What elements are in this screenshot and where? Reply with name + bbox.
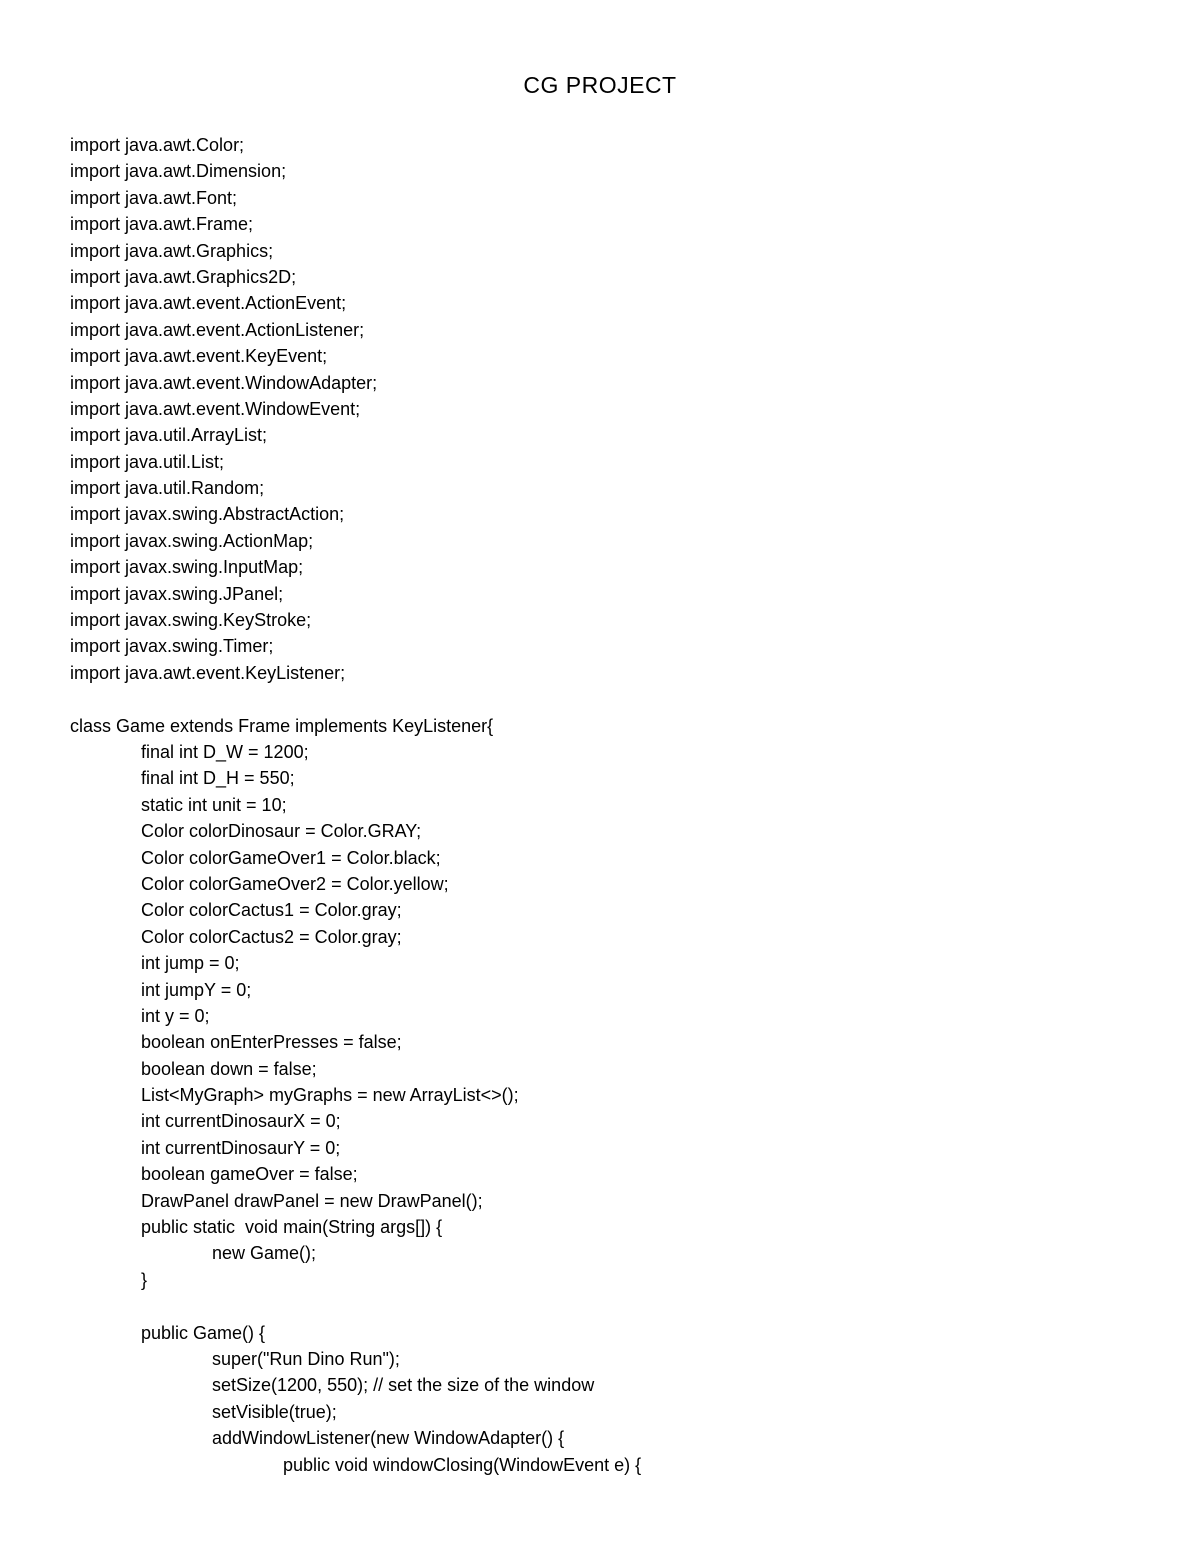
code-line: public void windowClosing(WindowEvent e) { (283, 1454, 642, 1475)
code-line: int currentDinosaurX = 0; (141, 1111, 341, 1132)
code-line: Color colorDinosaur = Color.GRAY; (141, 821, 422, 842)
code-line: addWindowListener(new WindowAdapter() { (212, 1428, 565, 1449)
code-line: import java.awt.Graphics2D; (70, 266, 297, 287)
code-line: int jumpY = 0; (141, 979, 252, 1000)
page-title: CG PROJECT (523, 72, 677, 98)
blank-line (70, 686, 1150, 712)
code-line: } (141, 1269, 148, 1290)
code-line: import java.awt.Font; (70, 187, 238, 208)
code-line: import java.awt.Color; (70, 135, 245, 155)
code-line: import java.util.List; (70, 451, 225, 472)
code-line: import javax.swing.ActionMap; (70, 530, 314, 551)
code-line: import java.awt.event.KeyEvent; (70, 346, 328, 367)
blank-line (70, 1293, 1150, 1319)
code-line: public Game() { (141, 1322, 266, 1343)
code-line: import java.awt.event.KeyListener; (70, 662, 346, 683)
code-line: import java.awt.event.WindowAdapter; (70, 372, 378, 393)
code-line: int jump = 0; (141, 953, 240, 974)
code-line: import java.awt.event.WindowEvent; (70, 398, 361, 419)
code-line: import javax.swing.JPanel; (70, 583, 284, 604)
code-line: import java.awt.event.ActionEvent; (70, 293, 347, 314)
code-line: boolean onEnterPresses = false; (141, 1032, 402, 1053)
code-line: boolean down = false; (141, 1058, 317, 1079)
code-line: Color colorCactus1 = Color.gray; (141, 900, 402, 921)
code-line: import javax.swing.AbstractAction; (70, 504, 345, 525)
code-line: import java.util.Random; (70, 478, 265, 499)
code-line: import java.awt.Frame; (70, 214, 254, 235)
code-line: final int D_H = 550; (141, 768, 295, 789)
code-line: List<MyGraph> myGraphs = new ArrayList<>(); (141, 1085, 519, 1106)
code-line: import java.util.ArrayList; (70, 425, 268, 446)
code-line: Color colorGameOver1 = Color.black; (141, 847, 441, 868)
code-line: super("Run Dino Run"); (212, 1348, 400, 1369)
code-line: int y = 0; (141, 1005, 210, 1026)
code-line: import java.awt.Graphics; (70, 240, 274, 261)
code-line: import java.awt.event.ActionListener; (70, 319, 365, 340)
code-line: int currentDinosaurY = 0; (141, 1137, 341, 1158)
code-line: import java.awt.Dimension; (70, 161, 287, 182)
code-line: class Game extends Frame implements KeyListener{ (70, 715, 494, 736)
code-line: Color colorCactus2 = Color.gray; (141, 926, 402, 947)
code-listing (70, 132, 1150, 1478)
code-line: DrawPanel drawPanel = new DrawPanel(); (141, 1190, 483, 1211)
code-line: new Game(); (212, 1243, 317, 1264)
code-line: import javax.swing.Timer; (70, 636, 274, 657)
code-line: boolean gameOver = false; (141, 1164, 358, 1185)
code-line: Color colorGameOver2 = Color.yellow; (141, 873, 449, 894)
code-line: import javax.swing.InputMap; (70, 557, 304, 578)
code-line: setVisible(true); (212, 1401, 337, 1422)
code-line: final int D_W = 1200; (141, 741, 309, 762)
code-line: import javax.swing.KeyStroke; (70, 610, 312, 631)
code-line: setSize(1200, 550); // set the size of the window (212, 1375, 595, 1396)
code-line: static int unit = 10; (141, 794, 287, 815)
code-line: public static void main(String args[]) { (141, 1217, 443, 1238)
